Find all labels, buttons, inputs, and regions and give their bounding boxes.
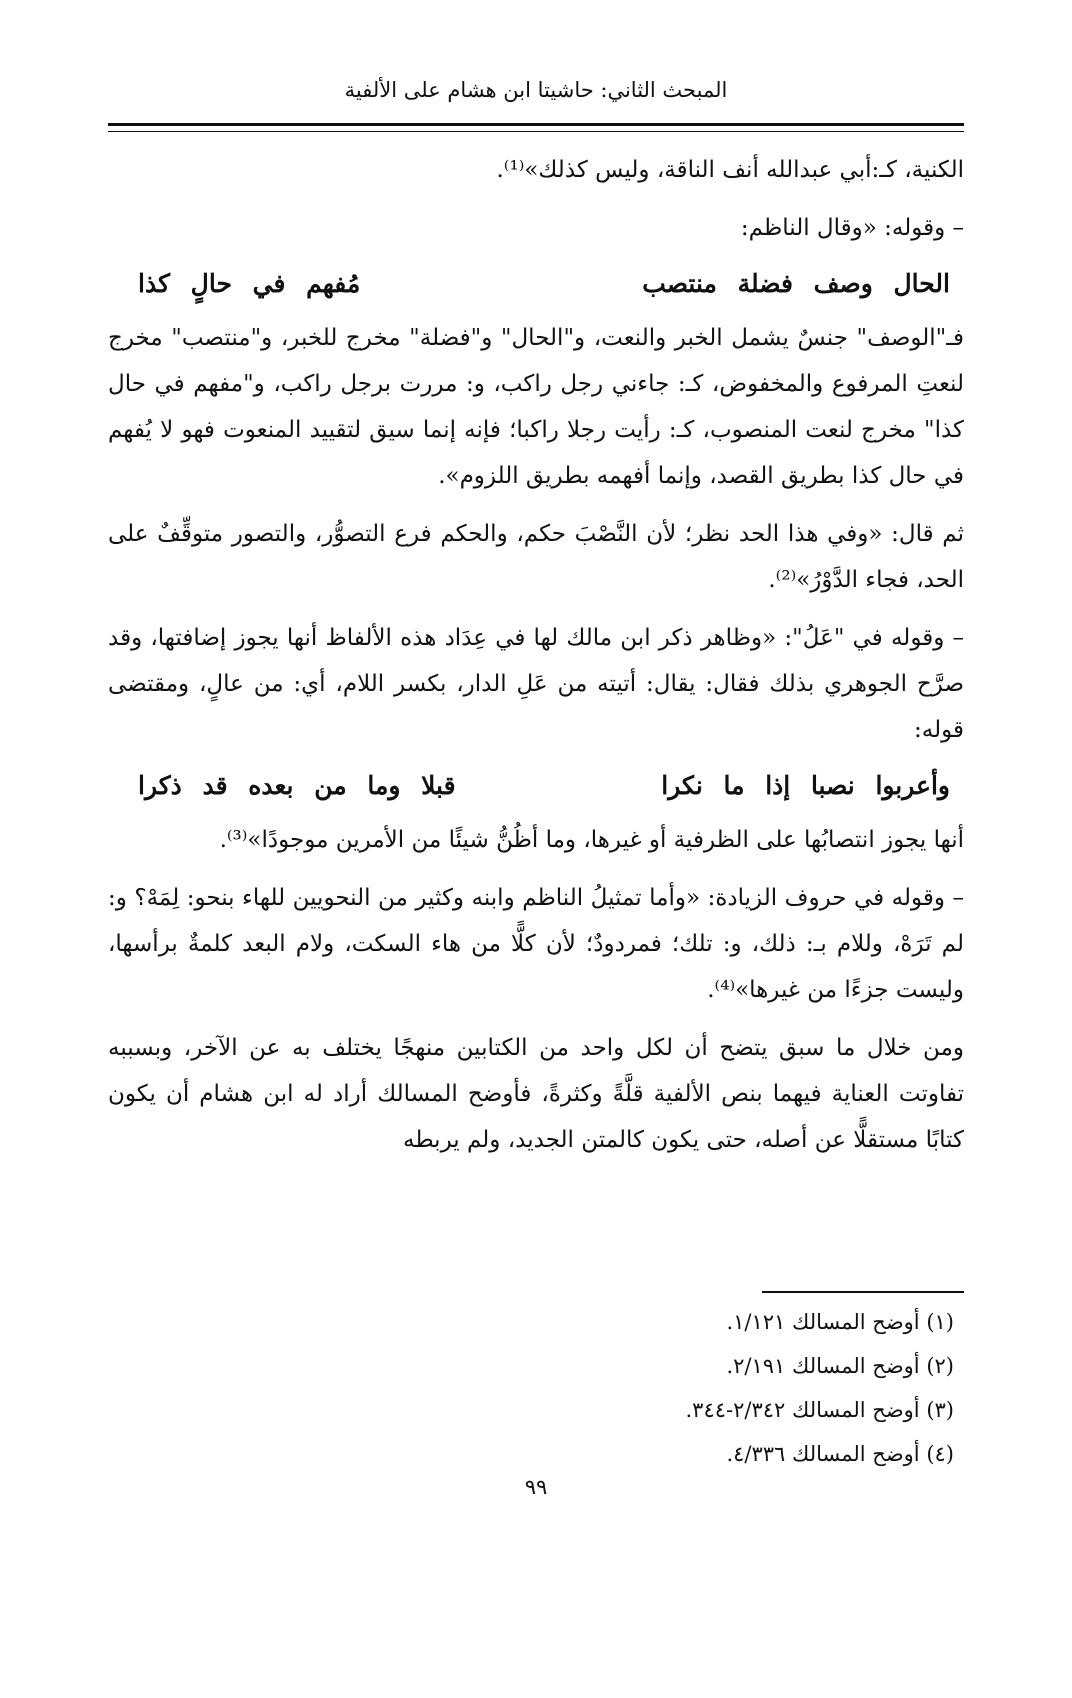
- footnote: (٣) أوضح المسالك ٢/٣٤٢-٣٤٤.: [685, 1398, 954, 1422]
- header-rule-thin: [108, 131, 964, 132]
- paragraph: أنها يجوز انتصابُها على الظرفية أو غيرها، وما أظُنُّ شيئًا من الأمرين موجودًا»⁽³⁾.: [219, 827, 964, 853]
- header-rule-thick: [108, 123, 964, 126]
- footnote: (١) أوضح المسالك ١/١٢١.: [726, 1310, 954, 1334]
- footnote: (٢) أوضح المسالك ٢/١٩١.: [726, 1354, 954, 1378]
- paragraph: فـ"الوصف" جنسٌ يشمل الخبر والنعت، و"الحال" و"فضلة" مخرج للخبر، و"منتصب" مخرج لنعتِ المرفوع والمخفوض، كـ: جاءني رجل راكب، و: مررت برجل راكب، و"مفهم في حال كذا" مخرج لنعت المنصوب، كـ: رأيت رجلا راكبا؛ فإنه إنما سيق لتقييد المنعوت فهو لا يُفهم في حال كذا بطريق القصد، وإنما أفهمه بطريق اللزوم».: [108, 325, 964, 489]
- verse-first-hemistich: وأعربوا نصبا إذا ما نكرا: [661, 771, 950, 800]
- paragraph: ثم قال: «وفي هذا الحد نظر؛ لأن النَّصْبَ حكم، والحكم فرع التصوُّر، والتصور متوقِّفٌ على الحد، فجاء الدَّوْرُ»⁽²⁾.: [108, 521, 964, 593]
- verse-second-hemistich: قبلا وما من بعده قد ذكرا: [138, 771, 456, 800]
- footnote-separator: [762, 1291, 964, 1293]
- verse-line: [108, 753, 964, 817]
- verse-first-hemistich: الحال وصف فضلة منتصب: [642, 269, 950, 298]
- paragraph: الكنية، كـ:أبي عبدالله أنف الناقة، وليس كذلك»⁽¹⁾.: [496, 157, 964, 183]
- running-header: المبحث الثاني: حاشيتا ابن هشام على الألفية: [344, 78, 728, 102]
- page-number: ٩٩: [524, 1475, 548, 1499]
- paragraph: – وقوله: «وقال الناظم:: [740, 215, 964, 241]
- footnote: (٤) أوضح المسالك ٤/٣٣٦.: [726, 1442, 954, 1466]
- footnotes: [108, 1300, 964, 1476]
- paragraph: – وقوله في "عَلُ": «وظاهر ذكر ابن مالك لها في عِدَاد هذه الألفاظ أنها يجوز إضافتها، وقد صرَّح الجوهري بذلك فقال: يقال: أتيته من عَلِ الدار، بكسر اللام، أي: من عالٍ، ومقتضى قوله:: [108, 625, 964, 743]
- verse-line: [108, 251, 964, 315]
- paragraph: ومن خلال ما سبق يتضح أن لكل واحد من الكتابين منهجًا يختلف به عن الآخر، وبسببه تفاوتت العناية فيهما بنص الألفية قلَّةً وكثرةً، فأوضح المسالك أراد له ابن هشام أن يكون كتابًا مستقلًّا عن أصله، حتى يكون كالمتن الجديد، ولم يربطه: [108, 1035, 964, 1153]
- main-text: [108, 147, 964, 1163]
- paragraph: – وقوله في حروف الزيادة: «وأما تمثيلُ الناظم وابنه وكثير من النحويين للهاء بنحو: لِمَهْ؟ و: لم تَرَهْ، وللام بـ: ذلك، و: تلك؛ فمردودٌ؛ لأن كلًّا من هاء السكت، ولام البعد كلمةٌ برأسها، وليست جزءًا من غيرها»⁽⁴⁾.: [108, 885, 964, 1003]
- verse-second-hemistich: مُفهم في حالٍ كذا: [138, 269, 361, 298]
